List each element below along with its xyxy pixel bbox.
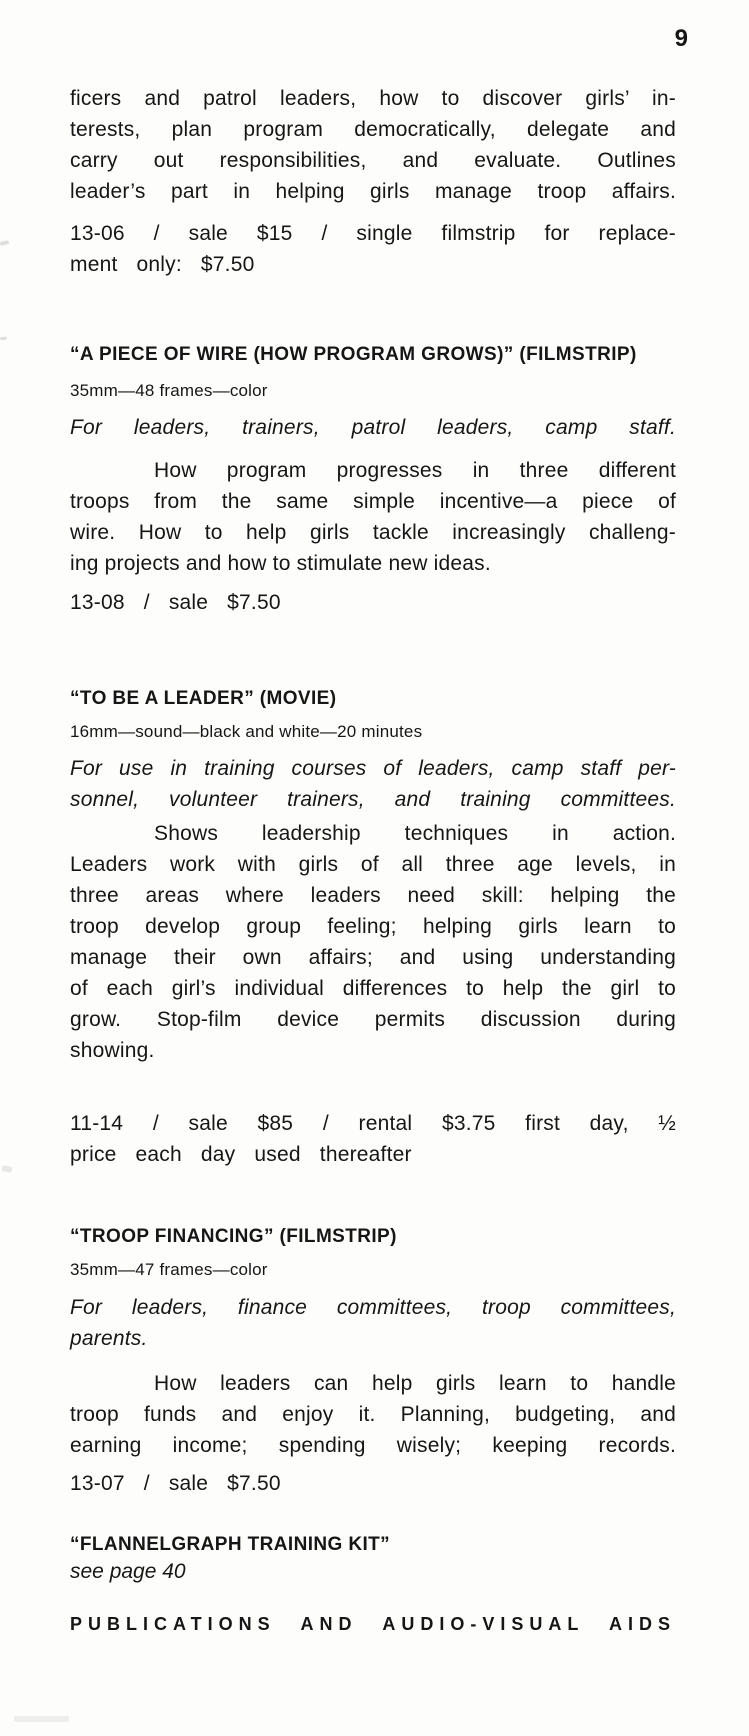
text-line: ficers and patrol leaders, how to discover girls’ in- <box>70 87 676 110</box>
entry-description <box>70 818 676 1066</box>
page-content <box>70 0 676 1736</box>
scan-artifact <box>2 1165 13 1173</box>
entry-price <box>70 587 676 618</box>
entry-title: “FLANNELGRAPH TRAINING KIT” <box>70 1534 391 1555</box>
entry-title: “TROOP FINANCING” (FILMSTRIP) <box>70 1226 397 1247</box>
entry-audience <box>70 412 676 443</box>
scan-artifact <box>14 1716 69 1722</box>
entry-description <box>70 455 676 579</box>
entry-price <box>70 218 676 280</box>
text-line: 13-06 / sale $15 / single filmstrip for replace- <box>70 222 676 245</box>
entry-spec: 16mm—sound—black and white—20 minutes <box>70 722 423 741</box>
entry-price <box>70 1468 676 1499</box>
text-line: How program progresses in three different <box>154 459 676 482</box>
entry-description <box>70 83 676 207</box>
text-line: price each day used thereafter <box>70 1143 412 1166</box>
entry-title: “TO BE A LEADER” (MOVIE) <box>70 688 337 709</box>
text-line: troop funds and enjoy it. Planning, budgeting, and <box>70 1403 676 1426</box>
text-line: ment only: $7.50 <box>70 253 255 276</box>
text-line: 13-07 / sale $7.50 <box>70 1472 281 1495</box>
scan-artifact <box>0 240 9 246</box>
text-line: earning income; spending wisely; keeping records. <box>70 1434 676 1457</box>
text-line: grow. Stop-film device permits discussion during <box>70 1008 676 1031</box>
text-line: Leaders work with girls of all three age levels, in <box>70 853 676 876</box>
entry-audience <box>70 753 676 815</box>
text-line: manage their own affairs; and using understanding <box>70 946 676 969</box>
entry-description <box>70 1368 676 1461</box>
text-line: For leaders, trainers, patrol leaders, camp staff. <box>70 416 676 439</box>
page-number: 9 <box>674 25 688 52</box>
text-line: For leaders, finance committees, troop committees, <box>70 1296 676 1319</box>
text-line: sonnel, volunteer trainers, and training committees. <box>70 788 676 811</box>
text-line: of each girl’s individual differences to help the girl to <box>70 977 676 1000</box>
text-line: How leaders can help girls learn to handle <box>154 1372 676 1395</box>
text-line: parents. <box>70 1327 148 1350</box>
text-line: three areas where leaders need skill: helping the <box>70 884 676 907</box>
text-line: carry out responsibilities, and evaluate. Outlines <box>70 149 676 172</box>
entry-spec: 35mm—47 frames—color <box>70 1260 268 1279</box>
entry-spec: 35mm—48 frames—color <box>70 381 268 400</box>
text-line: troop develop group feeling; helping girls learn to <box>70 915 676 938</box>
text-line: troops from the same simple incentive—a piece of <box>70 490 676 513</box>
entry-title: “A PIECE OF WIRE (HOW PROGRAM GROWS)” (FILMSTRIP) <box>70 344 637 365</box>
entry-audience <box>70 1292 676 1354</box>
text-line: leader’s part in helping girls manage troop affairs. <box>70 180 676 203</box>
entry-price <box>70 1108 676 1170</box>
page-footer: PUBLICATIONS AND AUDIO-VISUAL AIDS <box>70 1614 676 1634</box>
text-line: 13-08 / sale $7.50 <box>70 591 281 614</box>
text-line: showing. <box>70 1039 155 1062</box>
text-line: ing projects and how to stimulate new ideas. <box>70 552 491 575</box>
text-line: terests, plan program democratically, delegate and <box>70 118 676 141</box>
text-line: wire. How to help girls tackle increasingly challeng- <box>70 521 676 544</box>
text-line: Shows leadership techniques in action. <box>154 822 676 845</box>
cross-reference: see page 40 <box>70 1560 186 1583</box>
text-line: For use in training courses of leaders, camp staff per- <box>70 757 676 780</box>
scan-artifact <box>0 337 7 341</box>
text-line: 11-14 / sale $85 / rental $3.75 first day, ½ <box>70 1112 676 1135</box>
